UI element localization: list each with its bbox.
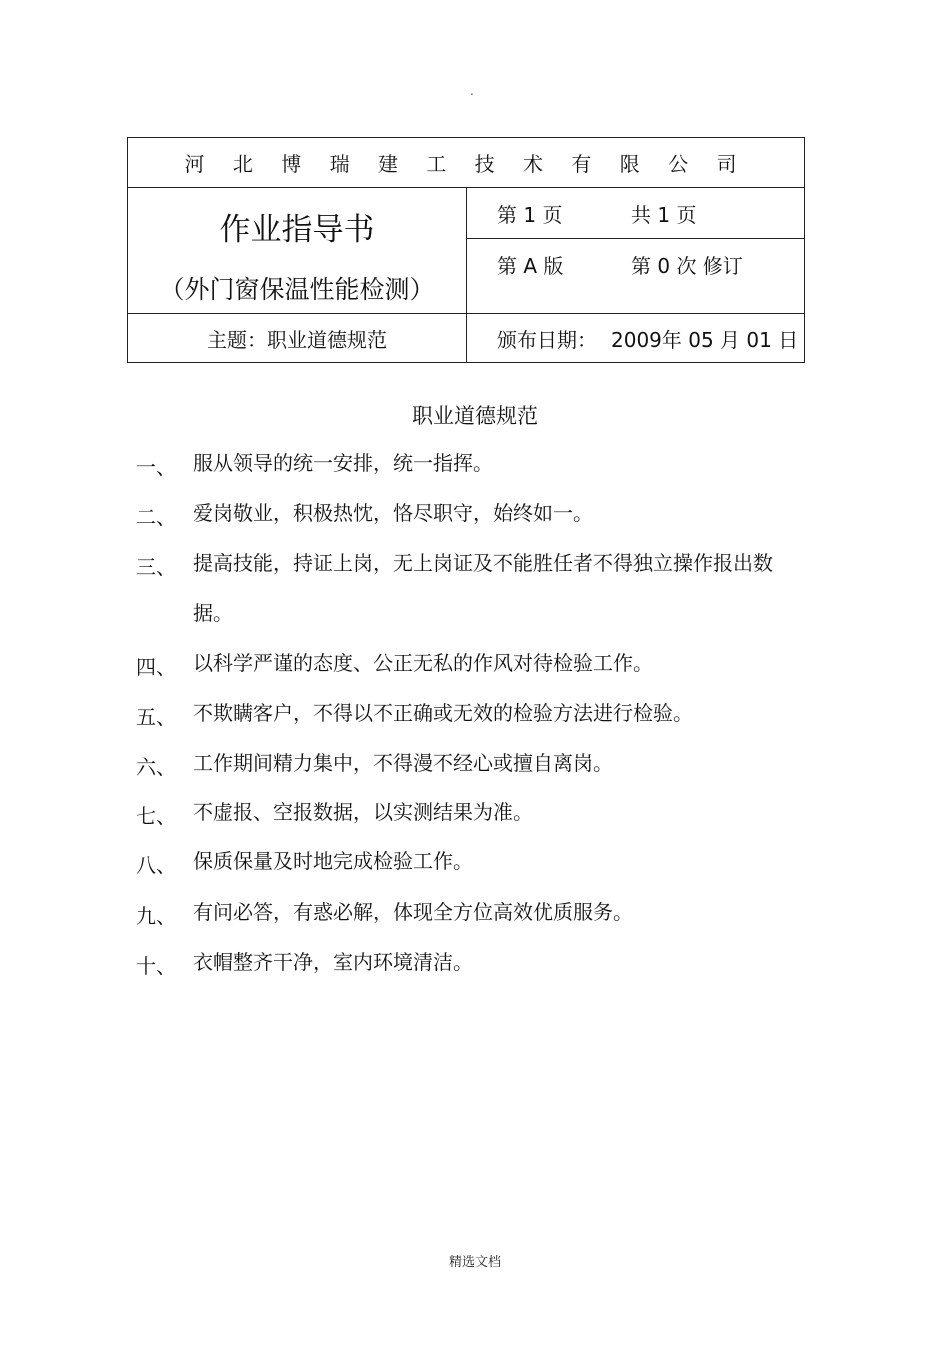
subject-cell: 主题：职业道德规范 (128, 314, 467, 362)
issue-date-cell (467, 314, 804, 362)
rule-text: 爱岗敬业，积极热忱，恪尽职守，始终如一。 (193, 501, 593, 525)
rule-number: 七、 (136, 804, 176, 828)
document-header-table (127, 137, 805, 363)
title-cell (128, 188, 467, 314)
rule-text: 不虚报、空报数据，以实测结果为准。 (193, 800, 533, 824)
rule-number: 三、 (136, 555, 176, 579)
top-mark: . (470, 84, 474, 98)
rule-text: 工作期间精力集中，不得漫不经心或擅自离岗。 (193, 751, 613, 775)
rule-text: 以科学严谨的态度、公正无私的作风对待检验工作。 (193, 651, 653, 675)
issue-date-value: 2009年 05 月 01 日 (611, 327, 799, 352)
rule-text: 衣帽整齐干净，室内环境清洁。 (193, 950, 473, 974)
rule-text: 不欺瞒客户，不得以不正确或无效的检验方法进行检验。 (193, 701, 693, 725)
page-total: 共 1 页 (631, 203, 697, 227)
rule-text: 有问必答，有惑必解，体现全方位高效优质服务。 (193, 900, 633, 924)
rule-number: 八、 (136, 853, 176, 877)
rule-number: 四、 (136, 655, 176, 679)
rule-number: 六、 (136, 755, 176, 779)
edition: 第 A 版 (497, 254, 564, 278)
document-title: 作业指导书 (219, 212, 375, 248)
rule-number: 一、 (136, 455, 176, 479)
page-info-cell (467, 188, 804, 239)
rule-text: 提高技能，持证上岗，无上岗证及不能胜任者不得独立操作报出数据。 (193, 551, 773, 625)
company-name: 河 北 博 瑞 建 工 技 术 有 限 公 司 (128, 138, 804, 188)
version-info-cell (467, 239, 804, 314)
page-footer: 精选文档 (448, 1255, 501, 1270)
page-number: 第 1 页 (497, 203, 563, 227)
revision: 第 0 次 修订 (631, 254, 743, 278)
document-subtitle: （外门窗保温性能检测） (159, 275, 435, 304)
rule-number: 二、 (136, 505, 176, 529)
issue-date-label: 颁布日期： (497, 327, 597, 352)
rule-text: 服从领导的统一安排，统一指挥。 (193, 451, 493, 475)
section-heading: 职业道德规范 (412, 404, 538, 428)
rule-number: 五、 (136, 705, 176, 729)
rule-text: 保质保量及时地完成检验工作。 (193, 849, 473, 873)
rule-number: 十、 (136, 954, 176, 978)
rule-number: 九、 (136, 904, 176, 928)
